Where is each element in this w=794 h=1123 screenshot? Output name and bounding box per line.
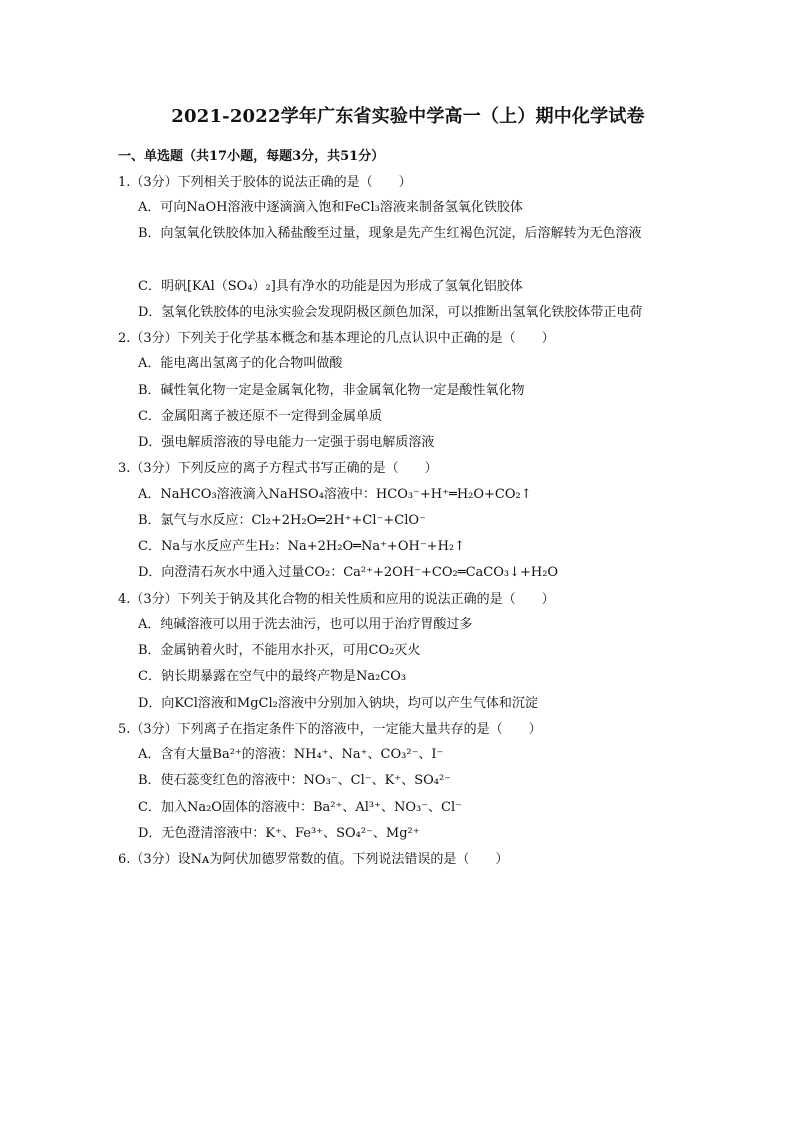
question-stem: 6.（3分）设Nᴀ为阿伏加德罗常数的值。下列说法错误的是（ ）	[118, 852, 509, 867]
page-title: 2021-2022学年广东省实验中学高一（上）期中化学试卷	[171, 106, 645, 127]
option-c: C．明矾[KAl（SO₄）₂]具有净水的功能是因为形成了氢氧化铝胶体	[138, 278, 523, 294]
option-a: A．NaHCO₃溶液滴入NaHSO₄溶液中：HCO₃⁻+H⁺═H₂O+CO₂↑	[138, 486, 532, 502]
option-d: D．氢氧化铁胶体的电泳实验会发现阴极区颜色加深，可以推断出氢氧化铁胶体带正电荷	[138, 304, 643, 320]
question-1	[118, 175, 698, 321]
question-3	[118, 461, 698, 581]
question-6	[118, 852, 698, 868]
question-4	[118, 592, 698, 712]
question-stem: 4.（3分）下列关于钠及其化合物的相关性质和应用的说法正确的是（ ）	[118, 591, 555, 607]
option-d: D．强电解质溶液的导电能力一定强于弱电解质溶液	[138, 435, 435, 450]
option-c: C．Na与水反应产生H₂：Na+2H₂O═Na⁺+OH⁻+H₂↑	[138, 539, 466, 554]
option-b: B．使石蕊变红色的溶液中：NO₃⁻、Cl⁻、K⁺、SO₄²⁻	[138, 773, 452, 789]
section-heading: 一、单选题（共17小题，每题3分，共51分）	[118, 148, 385, 164]
question-2	[118, 331, 698, 451]
option-c: C．钠长期暴露在空气中的最终产物是Na₂CO₃	[138, 669, 407, 685]
option-c: C．金属阳离子被还原不一定得到金属单质	[138, 408, 382, 424]
question-stem: 1.（3分）下列相关于胶体的说法正确的是（ ）	[118, 174, 412, 190]
question-5	[118, 722, 698, 842]
option-a: A．含有大量Ba²⁺的溶液：NH₄⁺、Na⁺、CO₃²⁻、I⁻	[138, 747, 444, 762]
option-b: B．向氢氧化铁胶体加入稀盐酸至过量，现象是先产生红褐色沉淀，后溶解转为无色溶液	[138, 226, 642, 242]
option-b: B．氯气与水反应：Cl₂+2H₂O═2H⁺+Cl⁻+ClO⁻	[138, 512, 426, 528]
option-b: B．金属钠着火时，不能用水扑灭，可用CO₂灭火	[138, 643, 421, 658]
option-a: A．可向NaOH溶液中逐滴滴入饱和FeCl₃溶液来制备氢氧化铁胶体	[138, 200, 523, 215]
option-c: C．加入Na₂O固体的溶液中：Ba²⁺、Al³⁺、NO₃⁻、Cl⁻	[138, 799, 463, 815]
option-b: B．碱性氧化物一定是金属氧化物，非金属氧化物一定是酸性氧化物	[138, 382, 525, 398]
question-stem: 3.（3分）下列反应的离子方程式书写正确的是（ ）	[118, 461, 438, 477]
option-d: D．向澄清石灰水中通入过量CO₂：Ca²⁺+2OH⁻+CO₂═CaCO₃↓+H₂O	[138, 565, 559, 581]
option-a: A．能电离出氢离子的化合物叫做酸	[138, 356, 343, 372]
question-stem: 2.（3分）下列关于化学基本概念和基本理论的几点认识中正确的是（ ）	[118, 331, 555, 346]
option-d: D．无色澄清溶液中：K⁺、Fe³⁺、SO₄²⁻、Mg²⁺	[138, 825, 420, 841]
option-a: A．纯碱溶液可以用于洗去油污，也可以用于治疗胃酸过多	[138, 616, 473, 632]
option-d: D．向KCl溶液和MgCl₂溶液中分别加入钠块，均可以产生气体和沉淀	[138, 695, 538, 711]
question-stem: 5.（3分）下列离子在指定条件下的溶液中，一定能大量共存的是（ ）	[118, 721, 542, 737]
